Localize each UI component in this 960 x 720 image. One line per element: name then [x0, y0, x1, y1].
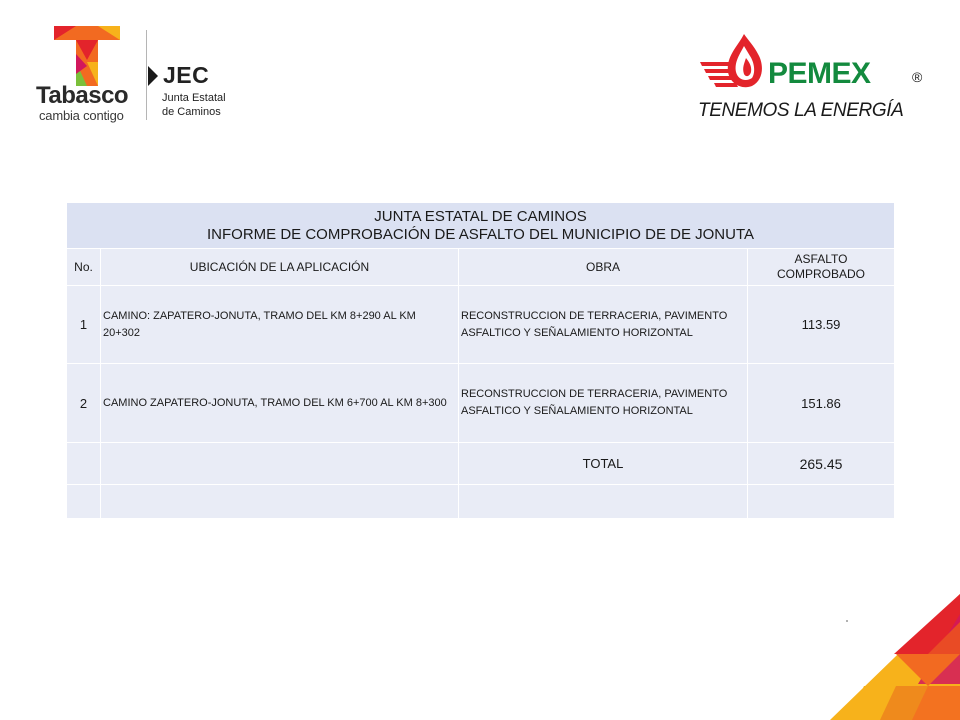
pemex-eagle-drop-icon	[698, 32, 770, 96]
jec-logo	[146, 62, 266, 122]
tabasco-logo	[32, 26, 142, 126]
empty-cell	[67, 443, 101, 485]
row-location: CAMINO: ZAPATERO-JONUTA, TRAMO DEL KM 8+290 AL KM 20+302	[101, 286, 459, 364]
empty-cell	[101, 485, 459, 519]
report-subtitle: INFORME DE COMPROBACIÓN DE ASFALTO DEL MUNICIPIO DE DE JONUTA	[207, 225, 755, 243]
row-location: CAMINO ZAPATERO-JONUTA, TRAMO DEL KM 6+700 AL KM 8+300	[101, 364, 459, 443]
empty-cell	[748, 485, 895, 519]
column-header-asphalt	[748, 249, 895, 286]
column-header-asphalt-line2: COMPROBADO	[777, 267, 866, 281]
table-row	[67, 286, 895, 364]
report-title-cell	[67, 203, 895, 249]
tabasco-tagline: cambia contigo	[39, 108, 124, 123]
row-number: 1	[67, 286, 101, 364]
row-asphalt: 113.59	[748, 286, 895, 364]
total-value: 265.45	[748, 443, 895, 485]
table-row	[67, 364, 895, 443]
registered-mark: ®	[912, 69, 923, 85]
total-label: TOTAL	[459, 443, 748, 485]
row-asphalt: 151.86	[748, 364, 895, 443]
empty-cell	[101, 443, 459, 485]
pemex-slogan: TENEMOS LA ENERGÍA	[698, 100, 904, 121]
jec-acronym: JEC	[163, 62, 210, 88]
column-header-asphalt-line1: ASFALTO	[794, 252, 848, 266]
column-header-work: OBRA	[459, 249, 748, 286]
row-number: 2	[67, 364, 101, 443]
jec-name-line2: de Caminos	[162, 106, 221, 118]
total-row	[67, 443, 895, 485]
jec-name-line1: Junta Estatal	[162, 92, 226, 104]
empty-cell	[459, 485, 748, 519]
asphalt-report-table	[66, 202, 895, 519]
empty-cell	[67, 485, 101, 519]
report-title: JUNTA ESTATAL DE CAMINOS	[374, 207, 587, 225]
corner-decoration-icon	[830, 594, 960, 720]
row-work: RECONSTRUCCION DE TERRACERIA, PAVIMENTO ASFALTICO Y SEÑALAMIENTO HORIZONTAL	[459, 364, 748, 443]
column-header-row	[67, 249, 895, 286]
row-work: RECONSTRUCCION DE TERRACERIA, PAVIMENTO ASFALTICO Y SEÑALAMIENTO HORIZONTAL	[459, 286, 748, 364]
column-header-location: UBICACIÓN DE LA APLICACIÓN	[101, 249, 459, 286]
pemex-logo	[696, 30, 936, 126]
tabasco-wordmark: Tabasco	[36, 82, 129, 109]
chevron-right-icon	[146, 66, 160, 86]
report-title-row	[67, 203, 895, 249]
column-header-no: No.	[67, 249, 101, 286]
pemex-wordmark: PEMEX	[768, 57, 871, 90]
tabasco-t-mark-icon	[54, 26, 120, 86]
blank-row	[67, 485, 895, 519]
